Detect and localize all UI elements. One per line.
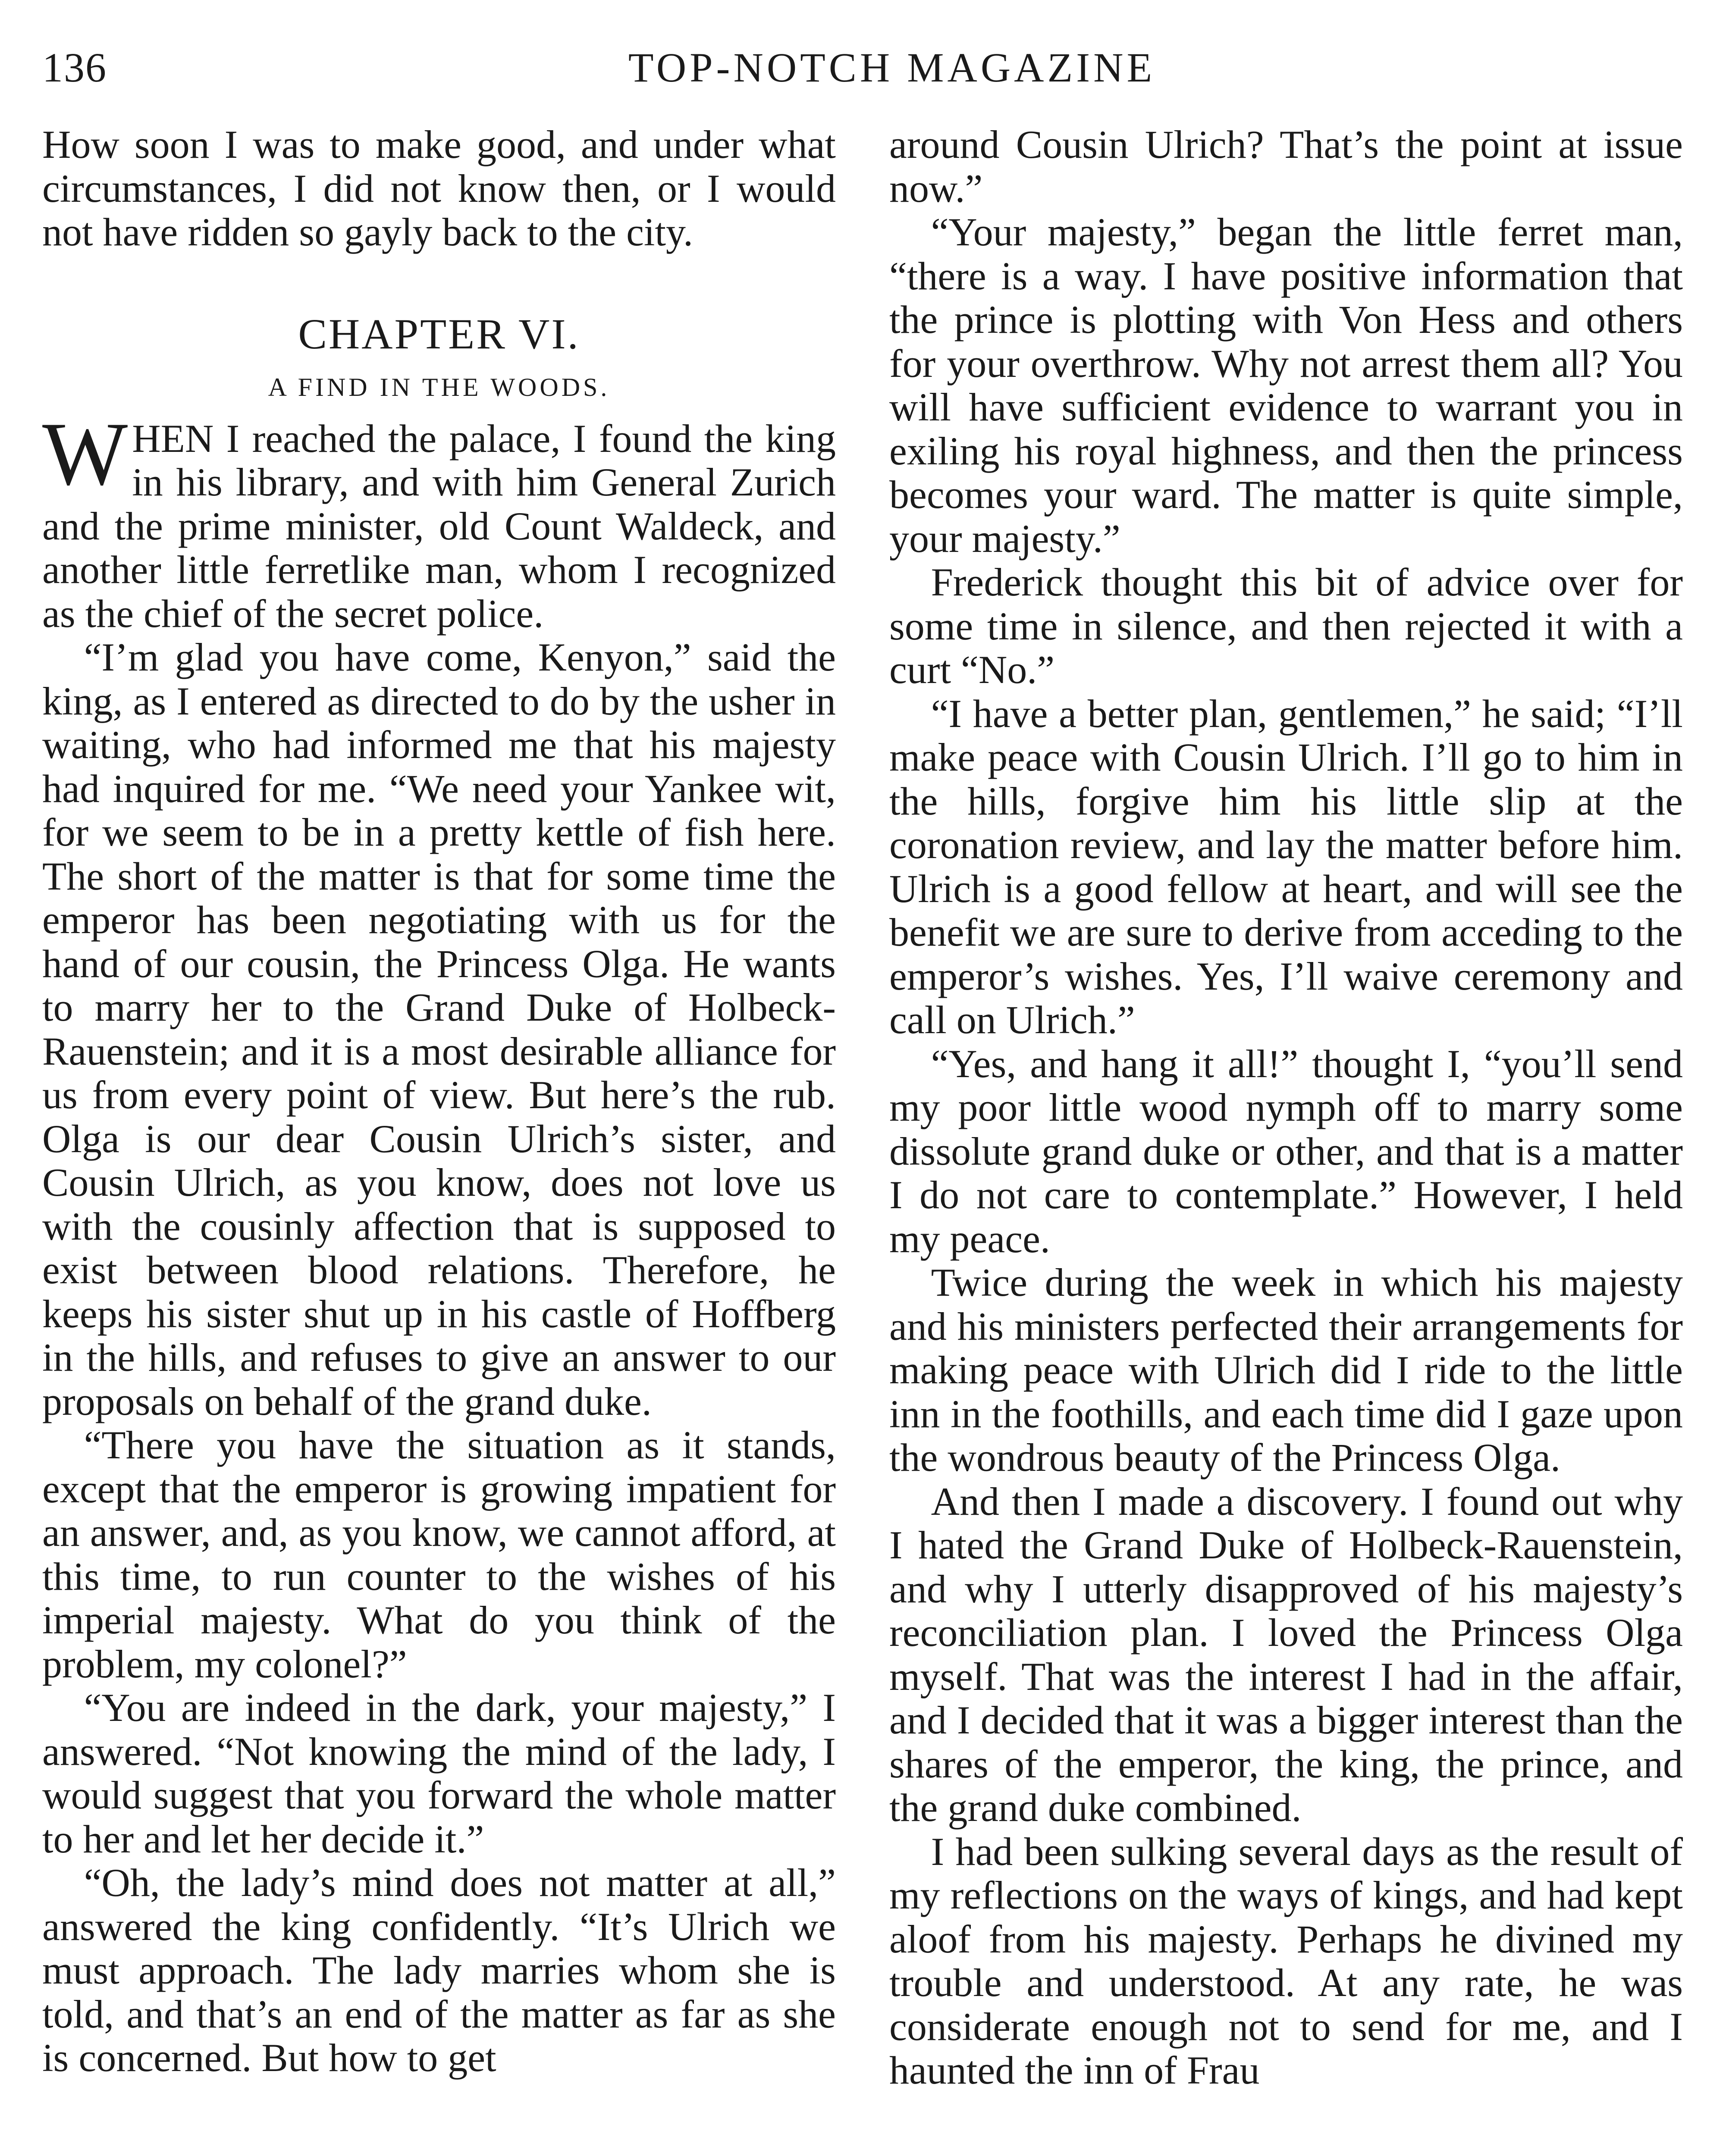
opening-paragraph [42, 404, 836, 636]
chapter-subtitle: A FIND IN THE WOODS. [268, 373, 610, 401]
paragraph: “Yes, and hang it all!” thought I, “you’ll send my poor little wood nymph off to marry some dissolute grand duke or other, and that is a matter I do not care to contemplate.” However, I held my peace. [889, 1041, 1683, 1261]
chapter-title: CHAPTER VI. [298, 310, 580, 358]
paragraph: “You are indeed in the dark, your majesty,” I answered. “Not knowing the mind of the lady, I would suggest that you forward the whole matter to her and let her decide it.” [42, 1686, 836, 1861]
paragraph: “There you have the situation as it stands, except that the emperor is growing impatient for an answer, and, as you know, we cannot afford, at this time, to run counter to the wishes of his imperial majesty. What do you think of the problem, my colonel?” [42, 1423, 836, 1686]
paragraph: Twice during the week in which his majesty and his ministers perfected their arrangements for making peace with Ulrich did I ride to the little inn in the foothills, and each time did I gaze upon the wondrous beauty of the Princess Olga. [889, 1260, 1683, 1479]
drop-cap: W [42, 404, 128, 504]
paragraph: “Oh, the lady’s mind does not matter at all,” answered the king confidently. “It’s Ulrich we must approach. The lady marries whom she is told, and that’s an end of the matter as far as she is concerned. But how to get [42, 1861, 836, 2080]
paragraph: I had been sulking several days as the result of my reflections on the ways of kings, and had kept aloof from his majesty. Perhaps he divined my trouble and understood. At any rate, he was considerate enough not to send for me, and I haunted the inn of Frau [889, 1829, 1683, 2092]
paragraph: around Cousin Ulrich? That’s the point at issue now.” [889, 122, 1683, 210]
right-column [889, 123, 1683, 2093]
running-head: TOP-NOTCH MAGAZINE [628, 44, 1156, 91]
paragraph: “I have a better plan, gentlemen,” he said; “I’ll make peace with Cousin Ulrich. I’ll go to him in the hills, forgive him his little slip at the coronation review, and lay the matter before him. Ulrich is a good fellow at heart, and will see the benefit we are sure to derive from acceding to the emperor’s wishes. Yes, I’ll waive ceremony and call on Ulrich.” [889, 691, 1683, 1042]
paragraph: And then I made a discovery. I found out why I hated the Grand Duke of Holbeck-Rauenstein, and why I utterly disapproved of his majesty’s reconciliation plan. I loved the Princess Olga myself. That was the interest I had in the affair, and I decided that it was a bigger interest than the shares of the emperor, the king, the prince, and the grand duke combined. [889, 1479, 1683, 1830]
page-header [42, 40, 1684, 96]
page-number: 136 [42, 44, 107, 91]
paragraph: Frederick thought this bit of advice over for some time in silence, and then rejected it with a curt “No.” [889, 560, 1683, 692]
paragraph: “I’m glad you have come, Kenyon,” said the king, as I entered as directed to do by the usher in waiting, who had informed me that his majesty had inquired for me. “We need your Yankee wit, for we seem to be in a pretty kettle of fish here. The short of the matter is that for some time the emperor has been negotiating with us for the hand of our cousin, the Princess Olga. He wants to marry her to the Grand Duke of Holbeck-Rauenstein; and it is a most desirable alliance for us from every point of view. But here’s the rub. Olga is our dear Cousin Ulrich’s sister, and Cousin Ulrich, as you know, does not love us with the cousinly affection that is supposed to exist between blood relations. Therefore, he keeps his sister shut up in his castle of Hoffberg in the hills, and refuses to give an answer to our proposals on behalf of the grand duke. [42, 635, 836, 1423]
paragraph: “Your majesty,” began the little ferret man, “there is a way. I have positive information that the prince is plotting with Von Hess and others for your overthrow. Why not arrest them all? You will have sufficient evidence to warrant you in exiling his royal highness, and then the princess becomes your ward. The matter is quite simple, your majesty.” [889, 210, 1683, 561]
left-column [42, 123, 836, 2080]
opening-text: HEN I reached the palace, I found the king in his library, and with him General Zurich and the prime minister, old Count Waldeck, and another little ferretlike man, whom I recognized as the chief of the secret police. [42, 416, 836, 636]
paragraph: How soon I was to make good, and under what circumstances, I did not know then, or I would not have ridden so gayly back to the city. [42, 122, 836, 254]
